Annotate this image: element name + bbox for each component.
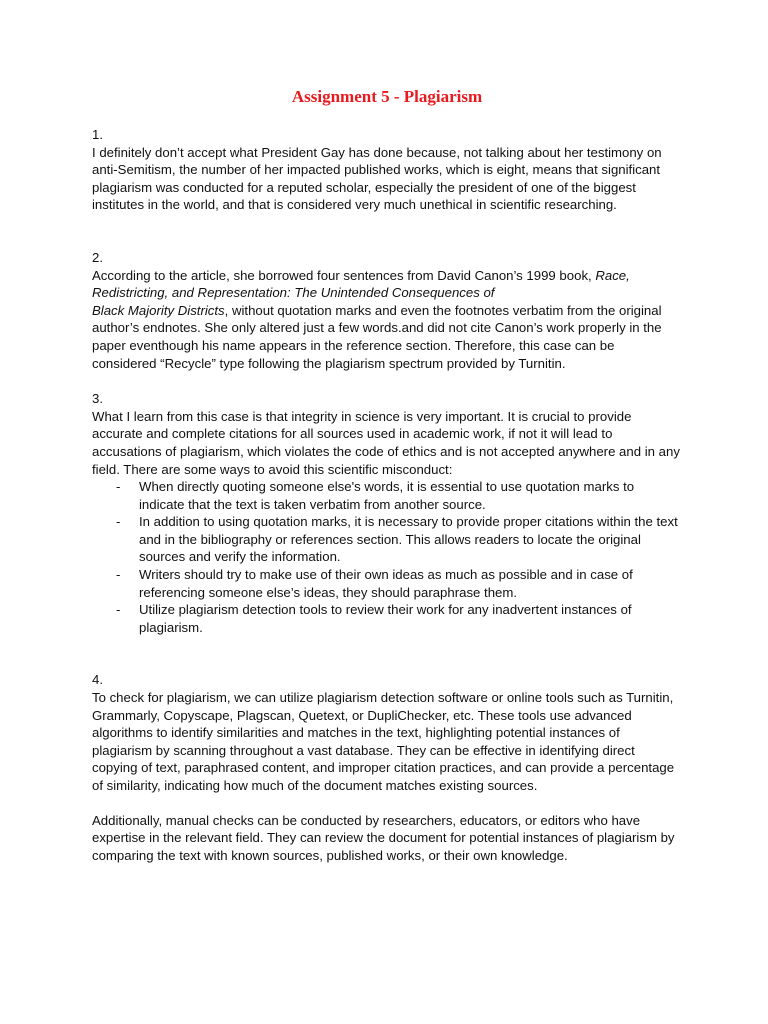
answer-text (92, 267, 682, 373)
book-title-line2: Black Majority Districts (92, 302, 225, 318)
list-item-text: Utilize plagiarism detection tools to review their work for any inadvertent instances of plagiarism. (139, 602, 632, 635)
answer-number: 3. (92, 391, 103, 407)
list-dash: - (116, 567, 121, 583)
answer-paragraph-2: Additionally, manual checks can be conducted by researchers, educators, or editors who have expertise in the relevant field. They can review the document for potential instances of plagiarism by comparing the text with known sources, published works, or their own knowledge. (92, 812, 675, 863)
answer-3 (92, 390, 682, 636)
spacer (92, 372, 682, 390)
book-title-line1: Race, Redistricting, and Representation: The Unintended Consequences of (92, 267, 630, 301)
document-title: Assignment 5 - Plagiarism (291, 87, 483, 106)
spacer (92, 795, 682, 812)
answer-2 (92, 249, 682, 372)
list-item-text: In addition to using quotation marks, it is necessary to provide proper citations within the text and in the bibliography or references section. This allows readers to locate the original sources and verify the information. (139, 514, 678, 565)
spacer (92, 214, 682, 249)
answer-1 (92, 126, 682, 214)
answer-number: 2. (92, 249, 103, 265)
list-item (116, 513, 682, 566)
list-item-text: Writers should try to make use of their own ideas as much as possible and in case of referencing someone else’s ideas, they should paraphrase them. (139, 567, 633, 600)
answer-text: I definitely don’t accept what President Gay has done because, not talking about her testimony on anti-Semitism, the number of her impacted published works, which is eight, means that significant plagiarism was conducted for a reputed scholar, especially the president of one of the biggest institutes in the world, and that is considered very much unethical in scientific researching. (92, 144, 662, 213)
list-dash: - (116, 479, 121, 495)
list-item (116, 601, 682, 636)
prevention-list (92, 478, 682, 636)
answer-text-rest: , without quotation marks and even the footnotes verbatim from the original author’s endnotes. She only altered just a few words.and did not cite Canon’s work properly in the paper eventhough his name appears in the reference section. Therefore, this case can be considered “Recycle” type following the plagiarism spectrum provided by Turnitin. (92, 302, 662, 371)
list-item-text: When directly quoting someone else's words, it is essential to use quotation marks to indicate that the text is taken verbatim from another source. (139, 479, 635, 512)
answer-paragraph-1: To check for plagiarism, we can utilize plagiarism detection software or online tools such as Turnitin, Grammarly, Copyscape, Plagscan, Quetext, or DupliChecker, etc. These tools use advanced algorithms to identify similarities and matches in the text, highlighting potential instances of plagiarism by scanning throughout a vast database. They can be effective in identifying direct copying of text, paraphrased content, and improper citation practices, and can provide a percentage of similarity, indicating how much of the document matches existing sources. (92, 690, 675, 793)
list-dash: - (116, 514, 121, 530)
answer-number: 1. (92, 127, 103, 142)
list-item (116, 478, 682, 513)
list-dash: - (116, 602, 121, 618)
document-page (92, 87, 682, 864)
answer-text-lead: According to the article, she borrowed four sentences from David Canon’s 1999 book, (92, 267, 596, 283)
answer-number: 4. (92, 672, 103, 688)
spacer (92, 636, 682, 671)
list-item (116, 566, 682, 601)
answer-4 (92, 671, 682, 864)
answer-text: What I learn from this case is that integrity in science is very important. It is crucial to provide accurate and complete citations for all sources used in academic work, if not it will lead to accusations of plagiarism, which violates the code of ethics and is not accepted anywhere and in any field. There are some ways to avoid this scientific misconduct: (92, 408, 680, 477)
